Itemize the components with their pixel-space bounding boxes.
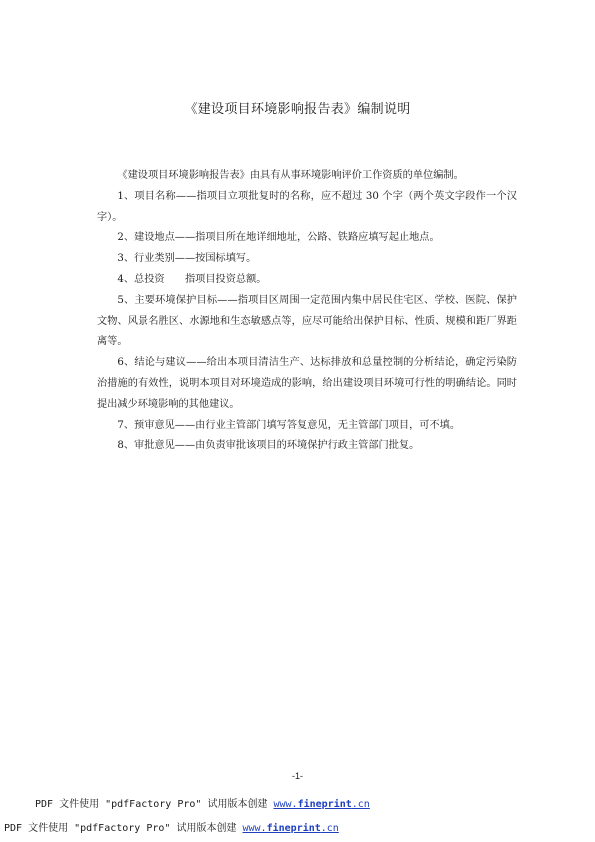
item-project-name: 1、项目名称——指项目立项批复时的名称，应不超过 30 个字（两个英文字段作一个汉字）。 bbox=[97, 190, 517, 223]
document-title: 《建设项目环境影响报告表》编制说明 bbox=[184, 102, 411, 117]
link-suffix: .cn bbox=[351, 799, 370, 810]
pdf-watermark-line bbox=[4, 819, 339, 834]
intro-paragraph: 《建设项目环境影响报告表》由具有从事环境影响评价工作资质的单位编制。 bbox=[117, 170, 464, 181]
link-suffix: .cn bbox=[320, 823, 339, 834]
item-total-investment: 4、总投资 指项目投资总额。 bbox=[117, 273, 267, 285]
page-number: -1- bbox=[292, 771, 303, 781]
pdf-watermark-text: PDF 文件使用 "pdfFactory Pro" 试用版本创建 bbox=[35, 799, 268, 810]
item-protection-targets: 5、主要环境保护目标——指项目区周围一定范围内集中居民住宅区、学校、医院、保护文物、风景名胜区、水源地和生态敏感点等，应尽可能给出保护目标、性质、规模和距厂界距离等。 bbox=[97, 294, 517, 348]
document-body bbox=[97, 166, 517, 457]
item-construction-site: 2、建设地点——指项目所在地详细地址，公路、铁路应填写起止地点。 bbox=[117, 232, 440, 244]
fineprint-link[interactable] bbox=[242, 823, 338, 834]
link-prefix: www. bbox=[273, 799, 298, 810]
link-bold: fineprint bbox=[266, 823, 321, 834]
item-industry-category: 3、行业类别——按国标填写。 bbox=[117, 253, 257, 265]
pdf-watermark-text: PDF 文件使用 "pdfFactory Pro" 试用版本创建 bbox=[4, 823, 237, 834]
fineprint-link[interactable] bbox=[273, 799, 369, 810]
link-bold: fineprint bbox=[297, 799, 352, 810]
item-approval-opinion: 8、审批意见——由负责审批该项目的环境保护行政主管部门批复。 bbox=[117, 440, 420, 452]
item-pre-review-opinion: 7、预审意见——由行业主管部门填写答复意见，无主管部门项目，可不填。 bbox=[117, 419, 461, 431]
item-conclusions: 6、结论与建议——给出本项目清洁生产、达标排放和总量控制的分析结论，确定污染防治措施的有效性，说明本项目对环境造成的影响，给出建设项目环境可行性的明确结论。同时提出减少环境影响的其他建议。 bbox=[97, 357, 517, 410]
link-prefix: www. bbox=[242, 823, 267, 834]
pdf-watermark-line bbox=[35, 795, 370, 810]
